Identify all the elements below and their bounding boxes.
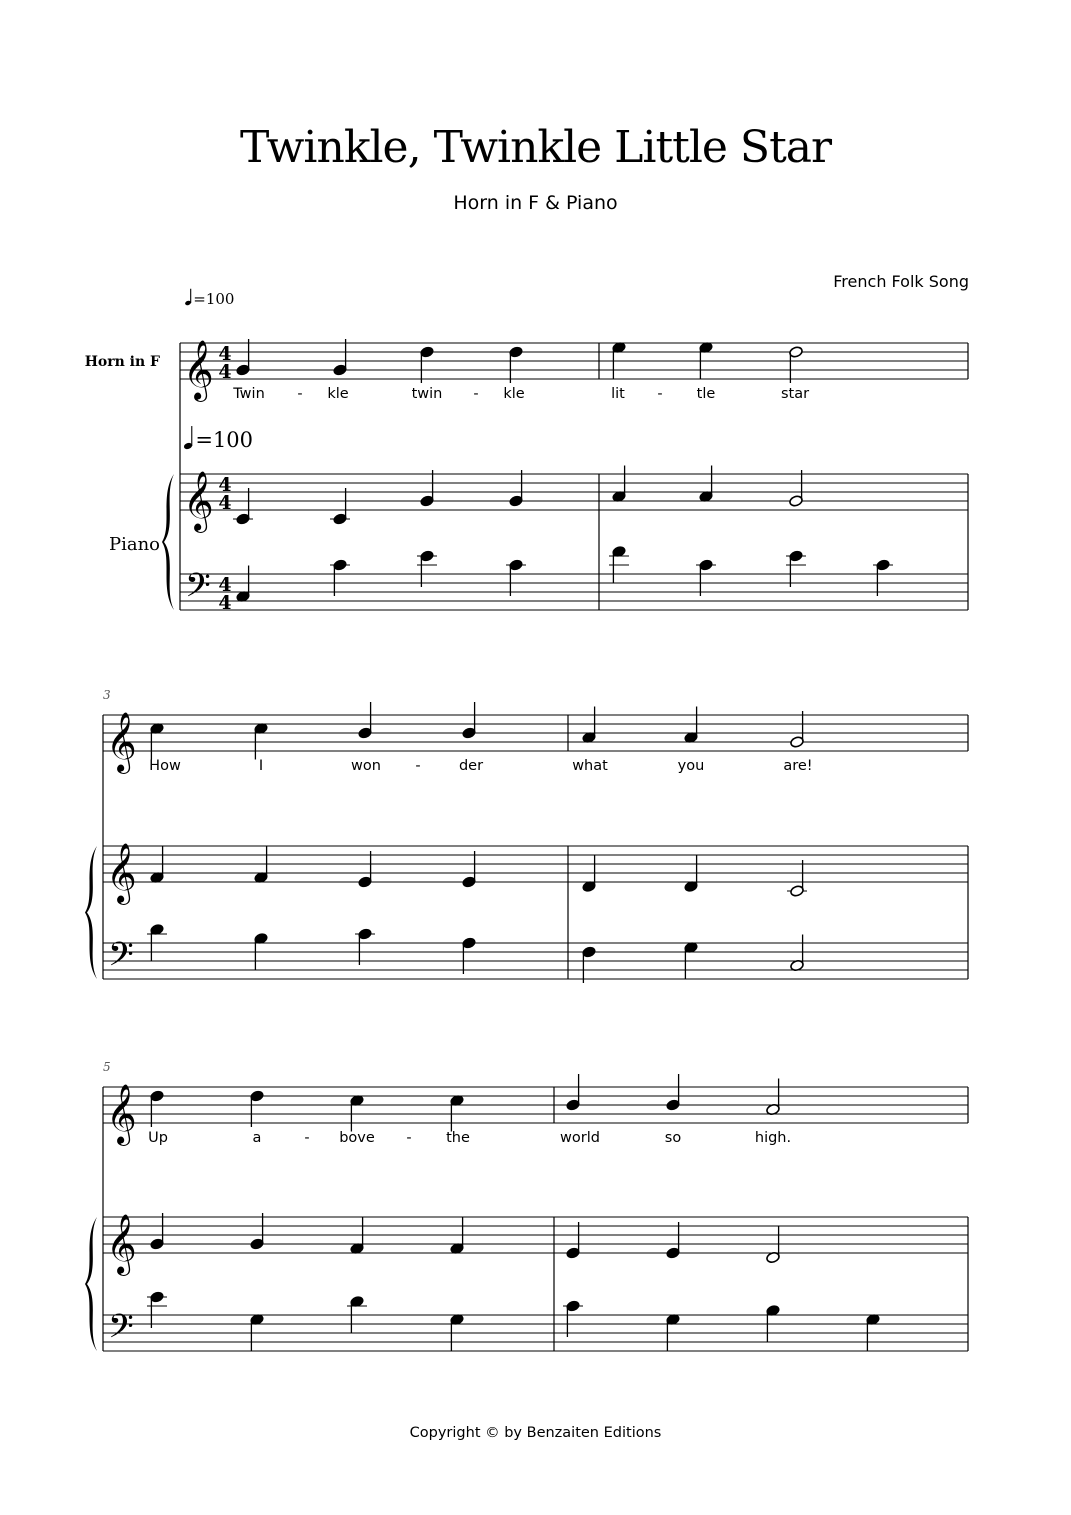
lyric-syllable: high. — [754, 1130, 792, 1146]
time-signature-beats: 4 — [218, 474, 232, 496]
lyric-syllable: kle — [327, 386, 349, 402]
measure-number: 5 — [103, 1060, 111, 1074]
lyric-syllable: Twin — [233, 386, 265, 402]
treble-clef-icon: 𝄞 — [106, 843, 137, 903]
composer-credit: French Folk Song — [833, 272, 969, 291]
bass-clef-icon: 𝄢 — [108, 1308, 134, 1354]
bass-clef-icon: 𝄢 — [108, 936, 134, 982]
score-subtitle: Horn in F & Piano — [453, 192, 618, 214]
lyric-syllable: lit — [611, 386, 625, 402]
treble-clef-icon: 𝄞 — [106, 1084, 137, 1144]
lyric-syllable: so — [664, 1130, 682, 1146]
lyric-syllable: - — [473, 386, 479, 402]
bass-clef-icon: 𝄢 — [185, 567, 211, 613]
time-signature-beats: 4 — [218, 343, 232, 365]
lyric-syllable: a — [252, 1130, 262, 1146]
horn-tempo-marking — [184, 289, 191, 306]
lyric-syllable: bove — [339, 1130, 375, 1146]
lyric-syllable: - — [304, 1130, 310, 1146]
lyric-syllable: won — [351, 758, 381, 774]
time-signature-unit: 4 — [218, 492, 232, 514]
piano-instrument-label: Piano — [108, 534, 160, 555]
lyric-syllable: der — [458, 758, 484, 774]
lyric-syllable: - — [406, 1130, 412, 1146]
horn-tempo-marking-text: =100 — [193, 290, 235, 308]
lyric-syllable: tle — [696, 386, 716, 402]
measure-number: 3 — [103, 688, 111, 702]
lyric-syllable: kle — [503, 386, 525, 402]
lyric-syllable: you — [677, 758, 705, 774]
treble-clef-icon: 𝄞 — [183, 340, 214, 400]
lyric-syllable: - — [657, 386, 663, 402]
lyric-syllable: twin — [411, 386, 443, 402]
piano-tempo-marking-text: =100 — [195, 428, 254, 452]
lyric-syllable: I — [258, 758, 264, 774]
treble-clef-icon: 𝄞 — [106, 712, 137, 772]
piano-tempo-marking — [183, 426, 193, 450]
lyric-syllable: what — [572, 758, 608, 774]
lyric-syllable: world — [560, 1130, 600, 1146]
piano-brace — [85, 846, 97, 979]
lyric-syllable: How — [149, 758, 181, 774]
lyric-syllable: star — [780, 386, 810, 402]
time-signature-unit: 4 — [218, 361, 232, 383]
piano-brace — [85, 1217, 97, 1351]
lyric-syllable: - — [297, 386, 303, 402]
piano-brace — [162, 474, 174, 610]
lyric-syllable: are! — [783, 758, 813, 774]
lyric-syllable: - — [415, 758, 421, 774]
copyright-notice: Copyright © by Benzaiten Editions — [409, 1425, 662, 1441]
time-signature-unit: 4 — [218, 592, 232, 614]
lyric-syllable: the — [446, 1130, 470, 1146]
time-signature-beats: 4 — [218, 574, 232, 596]
treble-clef-icon: 𝄞 — [106, 1214, 137, 1274]
treble-clef-icon: 𝄞 — [183, 471, 214, 531]
score-title: Twinkle, Twinkle Little Star — [239, 122, 832, 173]
horn-instrument-label: Horn in F — [84, 354, 160, 370]
lyric-syllable: Up — [148, 1130, 168, 1146]
